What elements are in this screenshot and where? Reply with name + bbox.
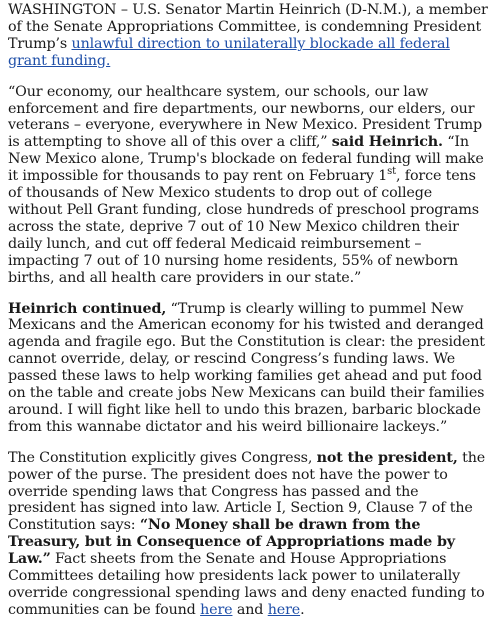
constitution-text-b: the power of the purse. The president does not have the power to override spending laws that Congress has passed and the president has signed into law. Article I, Section 9, Clause 7 of the Constitution says:	[8, 449, 486, 534]
constitution-quote: “No Money shall be drawn from the Treasury, but in Consequence of Appropriations made by Law.”	[8, 517, 455, 568]
period: .	[300, 601, 305, 618]
heinrich-continued-paragraph	[8, 301, 488, 436]
heinrich-quote-paragraph	[8, 84, 488, 287]
press-release-body	[8, 2, 488, 633]
constitution-text-c: Fact sheets from the Senate and House Appropriations Committees detailing how presidents lack power to unilaterally override congressional spending laws and deny enacted funding to communities can be found	[8, 551, 485, 618]
quote-part-a: “Our economy, our healthcare system, our schools, our law enforcement and fire departments, our newborns, our elders, our veterans – everyone, everywhere in New Mexico. President Trump is attempting to shove all of this over a cliff,”	[8, 83, 483, 151]
dateline: WASHINGTON	[8, 2, 117, 18]
heinrich-continued-lead: Heinrich continued,	[8, 300, 167, 317]
quote-part-c: , force tens of thousands of New Mexico students to drop out of college without Pell Grant funding, close hundreds of preschool programs across the state, deprive 7 out of 10 New Mexico children their daily lunch, and cut off federal Medicaid reimbursement – impacting 7 out of 10 nursing home residents, 55% of newborn births, and all health care providers in our state.”	[8, 168, 479, 286]
constitution-paragraph	[8, 450, 488, 619]
constitution-text-a: The Constitution explicitly gives Congress,	[8, 449, 317, 466]
ordinal-suffix: st	[387, 166, 397, 178]
intro-paragraph	[8, 2, 488, 70]
quote-part-b: “In New Mexico alone, Trump's blockade on federal funding will make it impossible for thousands to pay rent on February 1	[8, 134, 484, 185]
not-the-president: not the president,	[316, 449, 458, 466]
said-heinrich: said Heinrich.	[331, 134, 443, 151]
and-text: and	[232, 601, 268, 618]
intro-text: – U.S. Senator Martin Heinrich (D-N.M.), a member of the Senate Appropriations Committee, is condemning President Trump’s	[8, 2, 488, 52]
continued-quote: “Trump is clearly willing to pummel New Mexicans and the American economy for his twisted and deranged agenda and fragile ego. But the Constitution is clear: the president cannot override, delay, or rescind Congress’s funding laws. We passed these laws to help working families get ahead and put food on the table and create jobs New Mexicans can build their families around. I will fight like hell to undo this brazen, barbaric blockade from this wannabe dictator and his weird billionaire lackeys.”	[8, 300, 485, 435]
senate-fact-sheet-link[interactable]: here	[200, 601, 233, 618]
house-fact-sheet-link[interactable]: here	[267, 601, 301, 618]
blockade-directive-link[interactable]: unlawful direction to unilaterally blockade all federal grant funding.	[8, 35, 450, 69]
